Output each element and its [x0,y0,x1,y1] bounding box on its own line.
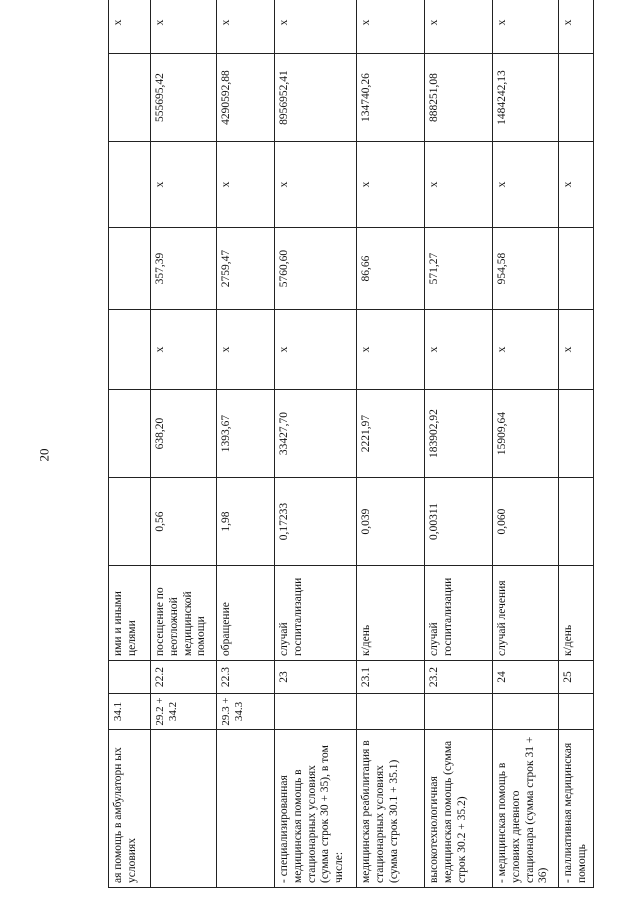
row-norm-cell: 0,56 [151,478,217,566]
table-row [425,0,493,888]
row-unit-cell: случай лечения [493,566,559,661]
table-row [217,0,275,888]
row-col9-cell: x [357,142,425,228]
row-subcode-cell [493,694,559,730]
row-name-cell: - медицинская помощь в условиях дневного стационара (сумма строк 31 + 36) [493,730,559,888]
row-col7-cell: x [217,310,275,390]
row-col7-cell: x [357,310,425,390]
row-code-cell: 24 [493,661,559,694]
row-cost-cell [109,390,151,478]
row-name-cell [151,730,217,888]
row-subcode-cell [425,694,493,730]
row-unit-cell: посещение по неотложной медицинской помощи [151,566,217,661]
row-norm-cell: 0,00311 [425,478,493,566]
row-col8-cell [559,228,594,310]
row-col11-cell: x [493,0,559,54]
row-name-cell: ая помощь в амбулаторн ых условиях [109,730,151,888]
row-col11-cell: x [425,0,493,54]
row-col10-cell: 1484242,13 [493,54,559,142]
row-cost-cell: 15909,64 [493,390,559,478]
row-subcode-cell: 29.2 + 34.2 [151,694,217,730]
row-col8-cell [109,228,151,310]
row-col9-cell: x [559,142,594,228]
row-col9-cell [109,142,151,228]
row-col11-cell: x [357,0,425,54]
row-col9-cell: x [275,142,357,228]
row-col11-cell: x [151,0,217,54]
table-row [275,0,357,888]
row-code-cell: 22.3 [217,661,275,694]
row-norm-cell: 0,17233 [275,478,357,566]
row-cost-cell: 2221,97 [357,390,425,478]
row-unit-cell: случай госпитализации [275,566,357,661]
row-norm-cell [109,478,151,566]
row-unit-cell: к/день [559,566,594,661]
row-norm-cell: 0,060 [493,478,559,566]
row-col8-cell: 357,39 [151,228,217,310]
row-col7-cell: x [559,310,594,390]
row-col7-cell [109,310,151,390]
medical-care-table [108,0,594,888]
row-col7-cell: x [275,310,357,390]
row-col11-cell: x [559,0,594,54]
row-col9-cell: x [425,142,493,228]
row-col8-cell: 86,66 [357,228,425,310]
row-col9-cell: x [151,142,217,228]
row-name-cell: - паллиативная медицинская помощь [559,730,594,888]
row-code-cell [109,661,151,694]
table-row [357,0,425,888]
row-unit-cell: обращение [217,566,275,661]
row-cost-cell: 33427,70 [275,390,357,478]
table-row [151,0,217,888]
row-norm-cell [559,478,594,566]
table-row [559,0,594,888]
row-col7-cell: x [493,310,559,390]
row-subcode-cell [357,694,425,730]
row-col10-cell [559,54,594,142]
row-name-cell: медицинская реабилитация в стационарных условиях (сумма строк 30.1 + 35.1) [357,730,425,888]
row-code-cell: 25 [559,661,594,694]
row-code-cell: 23.1 [357,661,425,694]
row-col10-cell [109,54,151,142]
row-code-cell: 23.2 [425,661,493,694]
row-cost-cell: 1393,67 [217,390,275,478]
row-col10-cell: 888251,08 [425,54,493,142]
row-col8-cell: 2759,47 [217,228,275,310]
row-name-cell: высокотехнологичная медицинская помощь (сумма строк 30.2 + 35.2) [425,730,493,888]
row-unit-cell: к/день [357,566,425,661]
row-code-cell: 23 [275,661,357,694]
row-subcode-cell [275,694,357,730]
row-col8-cell: 571,27 [425,228,493,310]
row-cost-cell [559,390,594,478]
row-col8-cell: 954,58 [493,228,559,310]
row-col8-cell: 5760,60 [275,228,357,310]
row-unit-cell: случай госпитализации [425,566,493,661]
row-col7-cell: x [151,310,217,390]
row-col10-cell: 4290592,88 [217,54,275,142]
row-col9-cell: x [217,142,275,228]
row-subcode-cell: 34.1 [109,694,151,730]
row-col10-cell: 8956952,41 [275,54,357,142]
row-col9-cell: x [493,142,559,228]
row-subcode-cell: 29.3 + 34.3 [217,694,275,730]
row-cost-cell: 638,20 [151,390,217,478]
row-name-cell: - специализированная медицинская помощь в стационарных условиях (сумма строк 30 + 35), в том числе: [275,730,357,888]
row-col10-cell: 134740,26 [357,54,425,142]
table-row [493,0,559,888]
row-col7-cell: x [425,310,493,390]
rotated-table-container [108,12,586,888]
row-col11-cell: x [109,0,151,54]
row-unit-cell: ими и иными целями [109,566,151,661]
row-norm-cell: 1,98 [217,478,275,566]
row-col11-cell: x [217,0,275,54]
row-name-cell [217,730,275,888]
row-subcode-cell [559,694,594,730]
row-col10-cell: 555695,42 [151,54,217,142]
row-col11-cell: x [275,0,357,54]
table-row [109,0,151,888]
row-cost-cell: 183902,92 [425,390,493,478]
row-norm-cell: 0,039 [357,478,425,566]
row-code-cell: 22.2 [151,661,217,694]
page-number: 20 [36,448,52,462]
